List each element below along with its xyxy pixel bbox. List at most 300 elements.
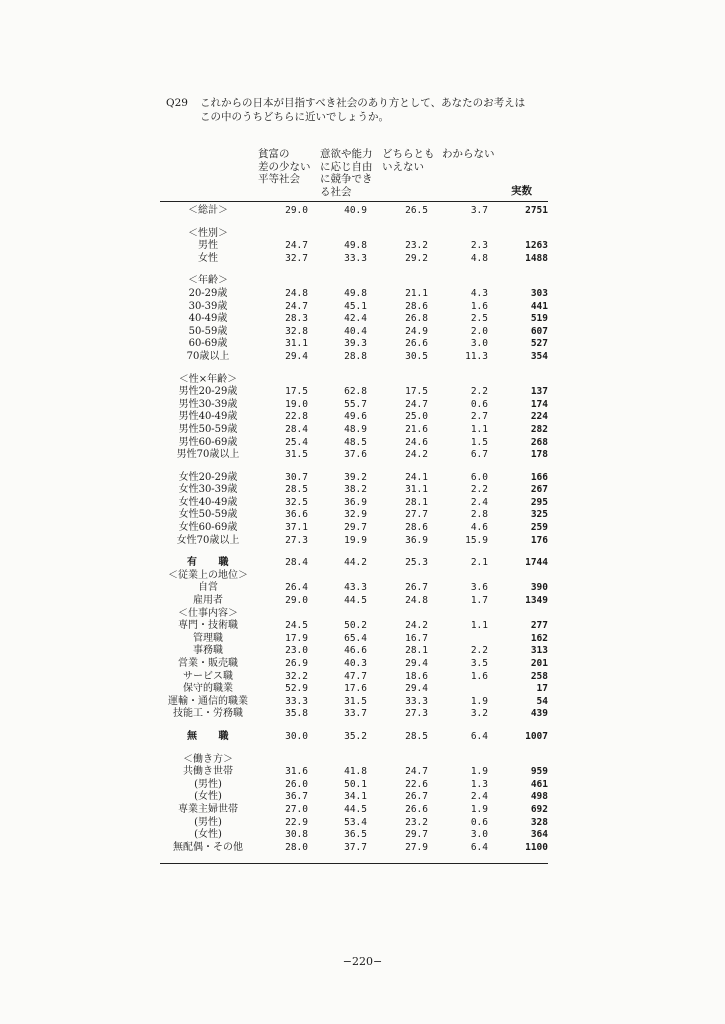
percent-cell: 23.2: [405, 816, 428, 828]
row-label: 男性30-39歳: [178, 398, 238, 410]
column-header-neither: [382, 148, 435, 173]
row-label: 20-29歳: [188, 287, 228, 299]
row-label: 30-39歳: [188, 300, 228, 312]
percent-cell: 26.8: [405, 313, 428, 325]
count-cell: 17: [536, 683, 548, 695]
column-header-count: 実数: [511, 185, 532, 197]
column-header-line: わからない: [442, 148, 495, 160]
percent-cell: 6.7: [470, 449, 488, 461]
spacer-cell: [160, 721, 548, 731]
percent-cell: [256, 275, 308, 288]
percent-cell: 53.4: [344, 816, 367, 828]
percent-cell: 28.3: [285, 313, 308, 325]
row-label: 無 職: [187, 730, 229, 742]
percent-cell: [428, 683, 488, 696]
percent-cell: 26.6: [405, 338, 428, 350]
column-header-equal-society: [258, 148, 311, 186]
percent-cell: [367, 754, 428, 767]
count-cell: 439: [530, 708, 548, 720]
percent-cell: 27.0: [285, 803, 308, 815]
percent-cell: 16.7: [405, 632, 428, 644]
percent-cell: 21.6: [405, 423, 428, 435]
table-row: [160, 658, 548, 671]
percent-cell: [428, 275, 488, 288]
percent-cell: 30.0: [285, 730, 308, 742]
percent-cell: [428, 633, 488, 646]
percent-cell: 1.9: [470, 803, 488, 815]
percent-cell: 37.7: [344, 841, 367, 853]
percent-cell: 52.9: [285, 683, 308, 695]
percent-cell: 2.8: [470, 509, 488, 521]
percent-cell: 40.3: [344, 658, 367, 669]
percent-cell: 1.1: [470, 620, 488, 632]
percent-cell: 49.6: [344, 411, 367, 423]
percent-cell: 33.3: [405, 695, 428, 707]
count-cell: 176: [530, 534, 548, 546]
percent-cell: 15.9: [465, 534, 488, 546]
count-cell: 527: [530, 338, 548, 350]
count-cell: 282: [530, 423, 548, 435]
results-table: [160, 205, 548, 854]
row-label: サービス職: [183, 670, 233, 682]
percent-cell: 55.7: [344, 398, 367, 410]
percent-cell: 18.6: [405, 670, 428, 682]
page-number: −220−: [342, 955, 383, 968]
percent-cell: 31.1: [285, 338, 308, 350]
percent-cell: 30.5: [405, 350, 428, 362]
percent-cell: 32.5: [285, 496, 308, 508]
percent-cell: 33.3: [344, 252, 367, 264]
row-label: 70歳以上: [186, 350, 230, 362]
percent-cell: 28.6: [405, 522, 428, 534]
table-row: [160, 608, 548, 621]
percent-cell: 2.2: [470, 484, 488, 496]
percent-cell: 28.6: [405, 300, 428, 312]
percent-cell: 2.7: [470, 411, 488, 423]
percent-cell: 48.9: [344, 423, 367, 435]
table-row: [160, 411, 548, 424]
table-row: [160, 708, 548, 721]
percent-cell: [367, 275, 428, 288]
percent-cell: 36.5: [344, 829, 367, 841]
table-row: [160, 791, 548, 804]
row-label: 営業・販売職: [178, 658, 238, 669]
percent-cell: 25.3: [405, 557, 428, 569]
percent-cell: 48.5: [344, 436, 367, 448]
column-header-line: 平等社会: [258, 173, 300, 185]
table-row: [160, 620, 548, 633]
percent-cell: 27.3: [285, 534, 308, 546]
spacer-row: [160, 547, 548, 557]
percent-cell: 47.7: [344, 670, 367, 682]
percent-cell: 65.4: [344, 632, 367, 644]
percent-cell: [308, 228, 367, 241]
count-cell: 364: [530, 829, 548, 841]
row-label: 40-49歳: [188, 313, 228, 325]
table-row: [160, 829, 548, 842]
table-row: [160, 696, 548, 709]
count-cell: 498: [530, 791, 548, 803]
table-row: [160, 275, 548, 288]
table-row: [160, 484, 548, 497]
table-bottom-rule: [160, 863, 548, 864]
percent-cell: 1.6: [470, 670, 488, 682]
question-line-1: これからの日本が目指すべき社会のあり方として、あなたのお考えは: [200, 97, 526, 109]
percent-cell: 42.4: [344, 313, 367, 325]
percent-cell: [256, 570, 308, 583]
row-label: 保守的職業: [183, 683, 233, 695]
percent-cell: 27.3: [405, 708, 428, 720]
percent-cell: 40.4: [344, 325, 367, 337]
table-row: [160, 804, 548, 817]
spacer-cell: [160, 462, 548, 472]
percent-cell: 29.7: [405, 829, 428, 841]
table-row: [160, 766, 548, 779]
percent-cell: 46.6: [344, 645, 367, 657]
percent-cell: [308, 374, 367, 387]
table-row: [160, 754, 548, 767]
count-cell: 354: [530, 350, 548, 362]
count-cell: 1349: [525, 595, 548, 607]
percent-cell: 2.5: [470, 313, 488, 325]
count-cell: 959: [530, 766, 548, 778]
percent-cell: [367, 374, 428, 387]
percent-cell: 6.0: [470, 471, 488, 483]
table-top-rule: [160, 201, 548, 202]
count-cell: [488, 570, 548, 583]
count-cell: 441: [530, 300, 548, 312]
percent-cell: 28.5: [405, 730, 428, 742]
percent-cell: [256, 374, 308, 387]
percent-cell: 3.5: [470, 658, 488, 669]
row-label: ＜働き方＞: [183, 753, 233, 765]
percent-cell: 31.5: [344, 695, 367, 707]
table-row: [160, 472, 548, 485]
column-header-dont-know: [442, 148, 495, 161]
row-label: 女性30-39歳: [178, 484, 238, 496]
question-block: [166, 96, 566, 124]
table-row: [160, 399, 548, 412]
percent-cell: 36.9: [405, 534, 428, 546]
percent-cell: 29.2: [405, 252, 428, 264]
percent-cell: 30.7: [285, 471, 308, 483]
row-label: 専業主婦世帯: [178, 803, 238, 815]
table-row: [160, 449, 548, 462]
percent-cell: 22.6: [405, 778, 428, 790]
row-label: 有 職: [187, 557, 229, 569]
question-text: [200, 96, 566, 124]
percent-cell: 24.8: [405, 595, 428, 607]
count-cell: 224: [530, 411, 548, 423]
percent-cell: 50.2: [344, 620, 367, 632]
table-row: [160, 313, 548, 326]
percent-cell: [256, 754, 308, 767]
percent-cell: 26.9: [285, 658, 308, 669]
count-cell: 201: [530, 658, 548, 669]
percent-cell: 2.2: [470, 645, 488, 657]
column-header-line: どちらとも: [382, 148, 435, 160]
row-label: 男性: [198, 240, 218, 252]
percent-cell: 25.0: [405, 411, 428, 423]
percent-cell: 29.7: [344, 522, 367, 534]
table-row: [160, 205, 548, 218]
percent-cell: 28.4: [285, 557, 308, 569]
percent-cell: 24.7: [285, 240, 308, 252]
percent-cell: [428, 754, 488, 767]
percent-cell: [308, 275, 367, 288]
percent-cell: 0.6: [470, 816, 488, 828]
percent-cell: 32.2: [285, 670, 308, 682]
percent-cell: 4.8: [470, 252, 488, 264]
percent-cell: 34.1: [344, 791, 367, 803]
percent-cell: 28.1: [405, 496, 428, 508]
table-row: [160, 582, 548, 595]
percent-cell: 11.3: [465, 350, 488, 362]
percent-cell: [428, 570, 488, 583]
spacer-cell: [160, 547, 548, 557]
column-header-line: 意欲や能力: [320, 148, 373, 160]
percent-cell: 27.9: [405, 841, 428, 853]
table-row: [160, 228, 548, 241]
table-row: [160, 509, 548, 522]
percent-cell: 22.9: [285, 816, 308, 828]
percent-cell: [367, 608, 428, 621]
percent-cell: 23.2: [405, 240, 428, 252]
row-label: 管理職: [193, 632, 223, 644]
percent-cell: 29.4: [405, 683, 428, 695]
percent-cell: 36.9: [344, 496, 367, 508]
percent-cell: 29.4: [405, 658, 428, 669]
row-label: ＜仕事内容＞: [178, 607, 238, 619]
row-label: 事務職: [193, 645, 223, 657]
percent-cell: 44.5: [344, 595, 367, 607]
percent-cell: 35.2: [344, 730, 367, 742]
percent-cell: 1.7: [470, 595, 488, 607]
question-line-2: この中のうちどちらに近いでしょうか。: [200, 111, 389, 123]
row-label: 女性40-49歳: [178, 496, 238, 508]
row-label: 女性50-59歳: [178, 509, 238, 521]
percent-cell: 17.5: [405, 386, 428, 398]
percent-cell: [428, 608, 488, 621]
table-row: [160, 779, 548, 792]
table-row: [160, 645, 548, 658]
row-label: 無配偶・その他: [173, 841, 243, 853]
percent-cell: 2.0: [470, 325, 488, 337]
row-label: (女性): [194, 829, 222, 841]
percent-cell: 33.3: [285, 695, 308, 707]
question-number: Q29: [166, 97, 188, 109]
count-cell: 277: [530, 620, 548, 632]
table-row: [160, 253, 548, 266]
count-cell: 328: [530, 816, 548, 828]
column-header-line: る社会: [320, 185, 352, 198]
column-header-competitive-society: [320, 148, 373, 198]
percent-cell: 44.5: [344, 803, 367, 815]
count-cell: 692: [530, 803, 548, 815]
table-row: [160, 595, 548, 608]
row-label: ＜年齢＞: [188, 275, 228, 287]
row-label: (男性): [194, 778, 222, 790]
count-cell: 461: [530, 778, 548, 790]
percent-cell: 3.6: [470, 582, 488, 594]
count-cell: [488, 374, 548, 387]
percent-cell: 2.2: [470, 386, 488, 398]
count-cell: 258: [530, 670, 548, 682]
percent-cell: 4.3: [470, 287, 488, 299]
percent-cell: [308, 608, 367, 621]
count-cell: 178: [530, 449, 548, 461]
table-row: [160, 817, 548, 830]
percent-cell: 29.4: [285, 350, 308, 362]
percent-cell: [308, 570, 367, 583]
percent-cell: [367, 228, 428, 241]
row-label: 男性20-29歳: [178, 386, 238, 398]
percent-cell: 62.8: [344, 386, 367, 398]
percent-cell: 33.7: [344, 708, 367, 720]
spacer-row: [160, 265, 548, 275]
percent-cell: 45.1: [344, 300, 367, 312]
percent-cell: 29.0: [285, 205, 308, 216]
row-label: ＜性別＞: [188, 227, 228, 239]
table-row: [160, 671, 548, 684]
column-header-line: に競争でき: [320, 173, 373, 185]
count-cell: 313: [530, 645, 548, 657]
count-cell: 295: [530, 496, 548, 508]
table-row: [160, 497, 548, 510]
percent-cell: 1.5: [470, 436, 488, 448]
table-row: [160, 386, 548, 399]
percent-cell: 26.5: [405, 205, 428, 216]
spacer-row: [160, 744, 548, 754]
percent-cell: 24.6: [405, 436, 428, 448]
percent-cell: 24.8: [285, 287, 308, 299]
percent-cell: 26.7: [405, 582, 428, 594]
row-label: 雇用者: [193, 595, 223, 607]
spacer-cell: [160, 265, 548, 275]
count-cell: 267: [530, 484, 548, 496]
percent-cell: 3.2: [470, 708, 488, 720]
column-header-line: 貧富の: [258, 148, 290, 160]
percent-cell: 26.4: [285, 582, 308, 594]
percent-cell: 2.4: [470, 496, 488, 508]
row-label: 男性60-69歳: [178, 436, 238, 448]
percent-cell: [428, 228, 488, 241]
table-row: [160, 522, 548, 535]
percent-cell: 28.1: [405, 645, 428, 657]
percent-cell: 6.4: [470, 841, 488, 853]
percent-cell: 32.7: [285, 252, 308, 264]
percent-cell: 39.3: [344, 338, 367, 350]
percent-cell: 23.0: [285, 645, 308, 657]
count-cell: 1100: [525, 841, 548, 853]
percent-cell: 3.0: [470, 829, 488, 841]
count-cell: 1007: [525, 730, 548, 742]
percent-cell: 19.9: [344, 534, 367, 546]
percent-cell: 29.0: [285, 595, 308, 607]
percent-cell: 37.6: [344, 449, 367, 461]
row-label: ＜性×年齢＞: [178, 373, 238, 385]
row-label: 男性50-59歳: [178, 423, 238, 435]
percent-cell: 19.0: [285, 398, 308, 410]
percent-cell: 31.1: [405, 484, 428, 496]
count-cell: [488, 608, 548, 621]
percent-cell: 24.7: [285, 300, 308, 312]
percent-cell: 24.7: [405, 766, 428, 778]
percent-cell: 32.8: [285, 325, 308, 337]
column-header-line: いえない: [382, 160, 424, 173]
count-cell: [488, 754, 548, 767]
count-cell: 259: [530, 522, 548, 534]
percent-cell: 43.3: [344, 582, 367, 594]
count-cell: [488, 228, 548, 241]
row-label: (男性): [194, 816, 222, 828]
spacer-cell: [160, 744, 548, 754]
row-label: (女性): [194, 791, 222, 803]
percent-cell: 36.6: [285, 509, 308, 521]
percent-cell: 37.1: [285, 522, 308, 534]
percent-cell: 6.4: [470, 730, 488, 742]
row-label: 運輸・通信的職業: [168, 695, 248, 707]
percent-cell: 1.9: [470, 766, 488, 778]
row-label: 専門・技術職: [178, 620, 238, 632]
table-row: [160, 437, 548, 450]
table-row: [160, 374, 548, 387]
table-row: [160, 288, 548, 301]
count-cell: 162: [530, 632, 548, 644]
percent-cell: 24.7: [405, 398, 428, 410]
row-label: ＜総計＞: [188, 205, 228, 216]
percent-cell: 25.4: [285, 436, 308, 448]
row-label: 50-59歳: [188, 325, 228, 337]
table-row: [160, 424, 548, 437]
percent-cell: 31.6: [285, 766, 308, 778]
percent-cell: 21.1: [405, 287, 428, 299]
percent-cell: [308, 754, 367, 767]
row-label: 女性60-69歳: [178, 522, 238, 534]
count-cell: 2751: [525, 205, 548, 216]
column-header-line: 差の少ない: [258, 160, 311, 173]
percent-cell: 17.5: [285, 386, 308, 398]
row-label: 自営: [198, 582, 218, 594]
percent-cell: 26.7: [405, 791, 428, 803]
row-label: 共働き世帯: [183, 766, 233, 778]
count-cell: 325: [530, 509, 548, 521]
row-label: 女性: [198, 252, 218, 264]
row-label: 60-69歳: [188, 338, 228, 350]
percent-cell: 3.0: [470, 338, 488, 350]
table-row: [160, 842, 548, 855]
percent-cell: 49.8: [344, 240, 367, 252]
percent-cell: 1.9: [470, 695, 488, 707]
percent-cell: 28.5: [285, 484, 308, 496]
percent-cell: 28.4: [285, 423, 308, 435]
row-label: 女性20-29歳: [178, 471, 238, 483]
percent-cell: 27.7: [405, 509, 428, 521]
percent-cell: 26.0: [285, 778, 308, 790]
count-cell: [488, 275, 548, 288]
table-row: [160, 351, 548, 364]
count-cell: 519: [530, 313, 548, 325]
percent-cell: 49.8: [344, 287, 367, 299]
percent-cell: [256, 228, 308, 241]
percent-cell: 2.4: [470, 791, 488, 803]
percent-cell: 17.6: [344, 683, 367, 695]
percent-cell: 0.6: [470, 398, 488, 410]
table-row: [160, 557, 548, 570]
percent-cell: 28.0: [285, 841, 308, 853]
percent-cell: 38.2: [344, 484, 367, 496]
spacer-cell: [160, 364, 548, 374]
